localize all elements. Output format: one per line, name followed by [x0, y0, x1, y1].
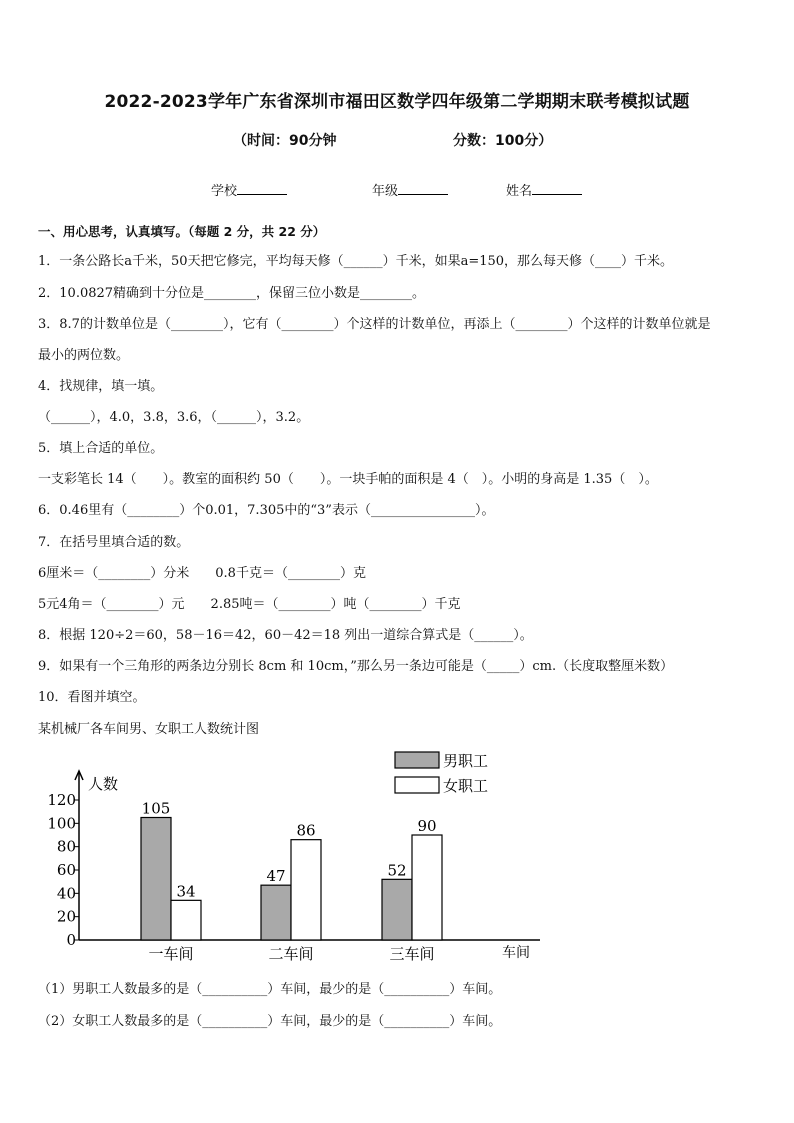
question-9: 9．如果有一个三角形的两条边分别长 8cm 和 10cm，”那么另一条边可能是（_____）cm.（长度取整厘米数）	[38, 659, 674, 674]
chart-title: 某机械厂各车间男、女职工人数统计图	[38, 722, 260, 737]
bar-value-label: 90	[417, 817, 437, 835]
bar	[141, 818, 171, 941]
question-4-seq: （______），4.0，3.8，3.6，（______），3.2。	[38, 410, 310, 425]
y-tick-label: 120	[47, 791, 76, 809]
question-10: 10．看图并填空。	[38, 690, 146, 705]
question-10-part-2: （2）女职工人数最多的是（__________）车间，最少的是（__________）车间。	[38, 1014, 502, 1029]
y-tick-label: 20	[56, 907, 76, 926]
school-field	[211, 180, 287, 199]
section-heading: 一、用心思考，认真填写。（每题 2 分，共 22 分）	[38, 224, 326, 239]
legend-label: 男职工	[443, 752, 489, 770]
question-3-cont: 最小的两位数。	[38, 348, 130, 363]
x-axis-label: 车间	[502, 945, 530, 961]
question-2: 2．10.0827精确到十分位是________，保留三位小数是________。	[38, 286, 426, 301]
grade-label: 年级	[372, 184, 399, 199]
bar-value-label: 86	[296, 821, 316, 840]
bar-value-label: 47	[266, 867, 286, 886]
question-5: 5．填上合适的单位。	[38, 441, 164, 456]
y-tick-label: 100	[47, 814, 76, 833]
question-3: 3．8.7的计数单位是（________），它有（________）个这样的计数单位，再添上（________）个这样的计数单位就是	[38, 317, 711, 332]
question-7-row1: 6厘米＝（________）分米 0.8千克＝（________）克	[38, 566, 366, 581]
y-tick-label: 60	[56, 861, 76, 879]
school-blank	[237, 182, 287, 195]
x-tick-label: 三车间	[389, 945, 435, 963]
question-7: 7．在括号里填合适的数。	[38, 535, 190, 550]
legend-swatch	[395, 752, 439, 768]
bar	[412, 835, 442, 940]
name-field	[506, 180, 582, 199]
y-tick-label: 80	[56, 837, 76, 856]
question-5-body: 一支彩笔长 14（ ）。教室的面积约 50（ ）。一块手帕的面积是 4（ ）。小明的身高是 1.35（ ）。	[38, 472, 658, 487]
bar-value-label: 34	[176, 882, 196, 901]
exam-title: 2022-2023学年广东省深圳市福田区数学四年级第二学期期末联考模拟试题	[104, 92, 690, 112]
x-tick-label: 二车间	[268, 945, 314, 963]
grade-blank	[398, 182, 448, 195]
y-tick-label: 40	[56, 884, 76, 903]
question-1: 1．一条公路长a千米，50天把它修完，平均每天修（______）千米，如果a=150，那么每天修（____）千米。	[38, 254, 674, 269]
y-axis-arrow	[75, 771, 83, 780]
y-tick-label: 0	[66, 931, 76, 949]
question-6: 6．0.46里有（________）个0.01，7.305中的“3”表示（________________）。	[38, 503, 495, 518]
school-label: 学校	[211, 184, 238, 199]
legend-label: 女职工	[443, 777, 489, 795]
bar	[291, 840, 321, 940]
bar	[261, 885, 291, 940]
name-label: 姓名	[506, 184, 533, 199]
question-10-part-1: （1）男职工人数最多的是（__________）车间，最少的是（__________）车间。	[38, 982, 502, 997]
bar	[171, 900, 201, 940]
y-axis-label: 人数	[88, 775, 119, 793]
exam-score: 分数：100分）	[453, 133, 553, 149]
bar-value-label: 105	[141, 799, 171, 818]
question-7-row2: 5元4角＝（________）元 2.85吨＝（________）吨（________）千克	[38, 597, 461, 612]
exam-time: （时间：90分钟	[233, 133, 337, 149]
question-8: 8．根据 120÷2＝60，58－16＝42，60－42＝18 列出一道综合算式是（______）。	[38, 628, 533, 643]
bar-value-label: 52	[387, 861, 407, 880]
legend-swatch	[395, 777, 439, 793]
question-4: 4．找规律，填一填。	[38, 379, 164, 394]
grade-field	[372, 180, 448, 199]
name-blank	[532, 182, 582, 195]
x-tick-label: 一车间	[148, 945, 194, 963]
bar	[382, 879, 412, 940]
